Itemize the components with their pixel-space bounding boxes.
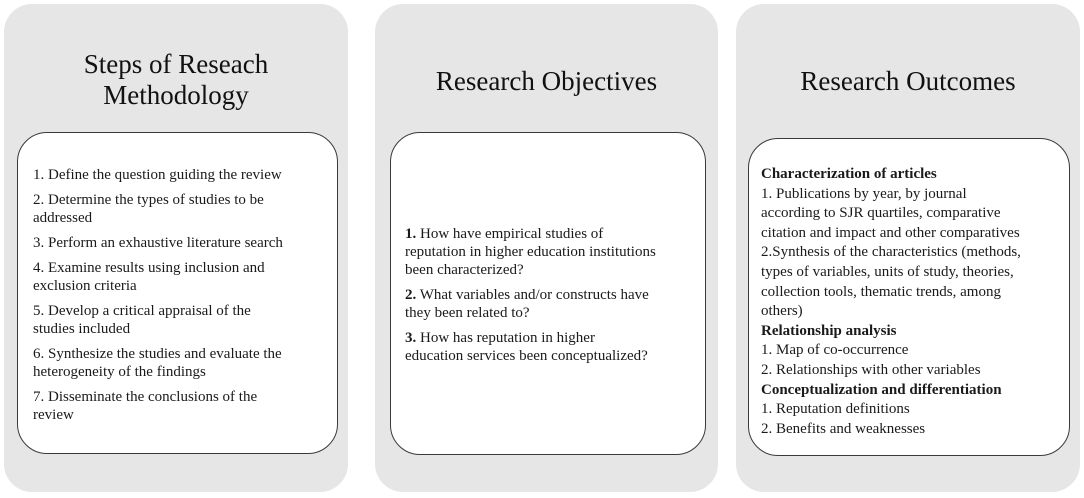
outcomes-list <box>761 165 1063 439</box>
outcome-item <box>761 341 1063 361</box>
question-number: 2. <box>405 287 417 303</box>
question-text: How has reputation in higher <box>416 330 595 346</box>
outcome-section-heading: Relationship analysis <box>761 322 897 339</box>
outcome-item <box>761 243 1063 321</box>
step-line: 3. Perform an exhaustive literature search <box>33 235 283 251</box>
question-2 <box>405 286 695 322</box>
step-line: 1. Define the question guiding the review <box>33 167 282 183</box>
step-line: 5. Develop a critical appraisal of the <box>33 303 251 319</box>
question-line: reputation in higher education institutions <box>405 244 656 260</box>
step-line: studies included <box>33 321 131 337</box>
objectives-panel <box>375 4 718 492</box>
outcome-line: 2.Synthesis of the characteristics (methods, <box>761 244 1021 261</box>
methodology-box <box>17 132 338 454</box>
step-line: 7. Disseminate the conclusions of the <box>33 389 258 405</box>
question-number: 1. <box>405 226 417 242</box>
methodology-title-line: Methodology <box>103 80 249 110</box>
question-1 <box>405 225 695 279</box>
question-text: What variables and/or constructs have <box>416 287 649 303</box>
outcome-line: types of variables, units of study, theories, <box>761 263 1014 280</box>
question-line: they been related to? <box>405 305 530 321</box>
outcome-line: 1. Map of co-occurrence <box>761 342 909 359</box>
methodology-steps <box>33 166 327 431</box>
outcome-line: 1. Reputation definitions <box>761 401 910 418</box>
outcome-line: citation and impact and other comparatives <box>761 224 1020 241</box>
step-7 <box>33 388 327 424</box>
step-line: 2. Determine the types of studies to be <box>33 192 264 208</box>
objectives-box <box>390 132 706 455</box>
step-5 <box>33 302 327 338</box>
outcome-item <box>761 361 1063 381</box>
question-line-1 <box>405 225 695 243</box>
question-line-1 <box>405 286 695 304</box>
outcome-section-heading: Characterization of articles <box>761 166 937 182</box>
outcome-line: others) <box>761 303 803 320</box>
outcome-item <box>761 185 1063 244</box>
question-text: How have empirical studies of <box>416 226 604 242</box>
question-number: 3. <box>405 330 417 346</box>
outcomes-box <box>748 138 1070 456</box>
step-line: 4. Examine results using inclusion and <box>33 260 265 276</box>
question-line-1 <box>405 329 695 347</box>
step-line: review <box>33 407 74 423</box>
methodology-title-line: Steps of Reseach <box>83 49 269 79</box>
outcome-item <box>761 420 1063 440</box>
step-1 <box>33 166 327 184</box>
step-4 <box>33 259 327 295</box>
step-3 <box>33 234 327 252</box>
step-2 <box>33 191 327 227</box>
outcome-section-heading: Conceptualization and differentiation <box>761 381 1002 398</box>
question-3 <box>405 329 695 365</box>
methodology-title <box>4 49 348 111</box>
outcome-line: 2. Relationships with other variables <box>761 361 981 378</box>
outcome-line: collection tools, thematic trends, among <box>761 283 1001 300</box>
step-line: addressed <box>33 210 93 226</box>
step-line: heterogeneity of the findings <box>33 364 206 380</box>
step-6 <box>33 345 327 381</box>
outcome-line: 2. Benefits and weaknesses <box>761 420 926 437</box>
objectives-questions <box>405 225 695 372</box>
step-line: 6. Synthesize the studies and evaluate the <box>33 346 282 362</box>
outcome-line: according to SJR quartiles, comparative <box>761 205 1001 222</box>
outcomes-panel <box>736 4 1080 492</box>
question-line: education services been conceptualized? <box>405 348 648 364</box>
objectives-title: Research Objectives <box>435 66 658 96</box>
step-line: exclusion criteria <box>33 278 137 294</box>
question-line: been characterized? <box>405 262 524 278</box>
methodology-panel <box>4 4 348 492</box>
outcomes-title: Research Outcomes <box>800 66 1016 96</box>
outcome-item <box>761 400 1063 420</box>
outcome-line: 1. Publications by year, by journal <box>761 185 967 202</box>
